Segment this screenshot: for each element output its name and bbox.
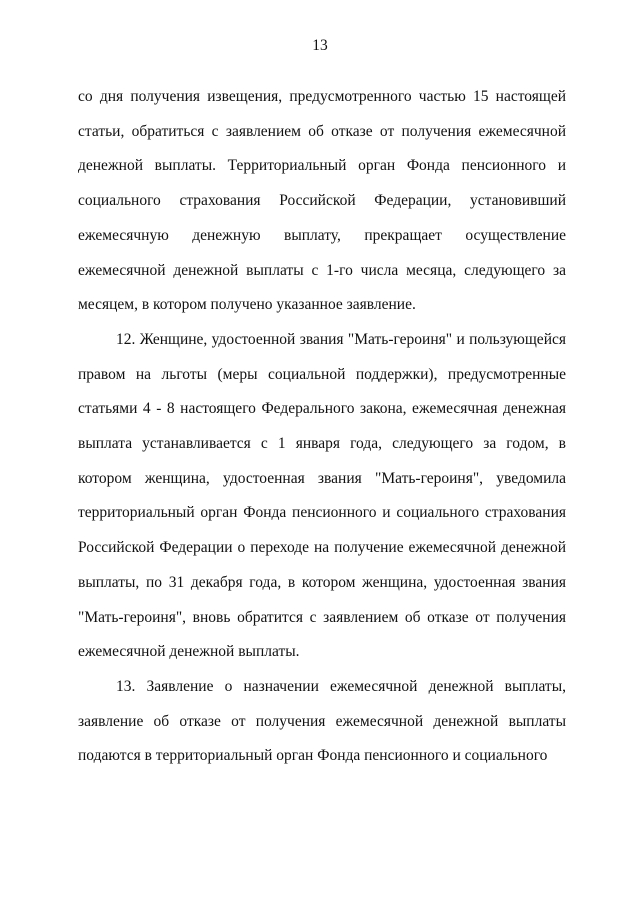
paragraph-item-13: 13. Заявление о назначении ежемесячной денежной выплаты, заявление об отказе от получения ежемесячной денежной выплаты подаются в территориальный орган Фонда пенсионного и социального	[78, 677, 566, 765]
page-number: 13	[312, 37, 328, 54]
paragraph-item-12: 12. Женщине, удостоенной звания "Мать-героиня" и пользующейся правом на льготы (меры социальной поддержки), предусмотренные статьями 4 - 8 настоящего Федерального закона, ежемесячная денежная выплата устанавливается с 1 января года, следующего за годом, в котором женщина, удостоенная звания "Мать-героиня", уведомила территориальный орган Фонда пенсионного и социального страхования Российской Федерации о переходе на получение ежемесячной денежной выплаты, по 31 декабря года, в котором женщина, удостоенная звания "Мать-героиня", вновь обратится с заявлением об отказе от получения ежемесячной денежной выплаты.	[78, 330, 566, 661]
document-body	[78, 80, 566, 774]
paragraph-continuation: со дня получения извещения, предусмотренного частью 15 настоящей статьи, обратиться с заявлением об отказе от получения ежемесячной денежной выплаты. Территориальный орган Фонда пенсионного и социального страхования Российской Федерации, установивший ежемесячную денежную выплату, прекращает осуществление ежемесячной денежной выплаты с 1-го числа месяца, следующего за месяцем, в котором получено указанное заявление.	[78, 88, 566, 314]
